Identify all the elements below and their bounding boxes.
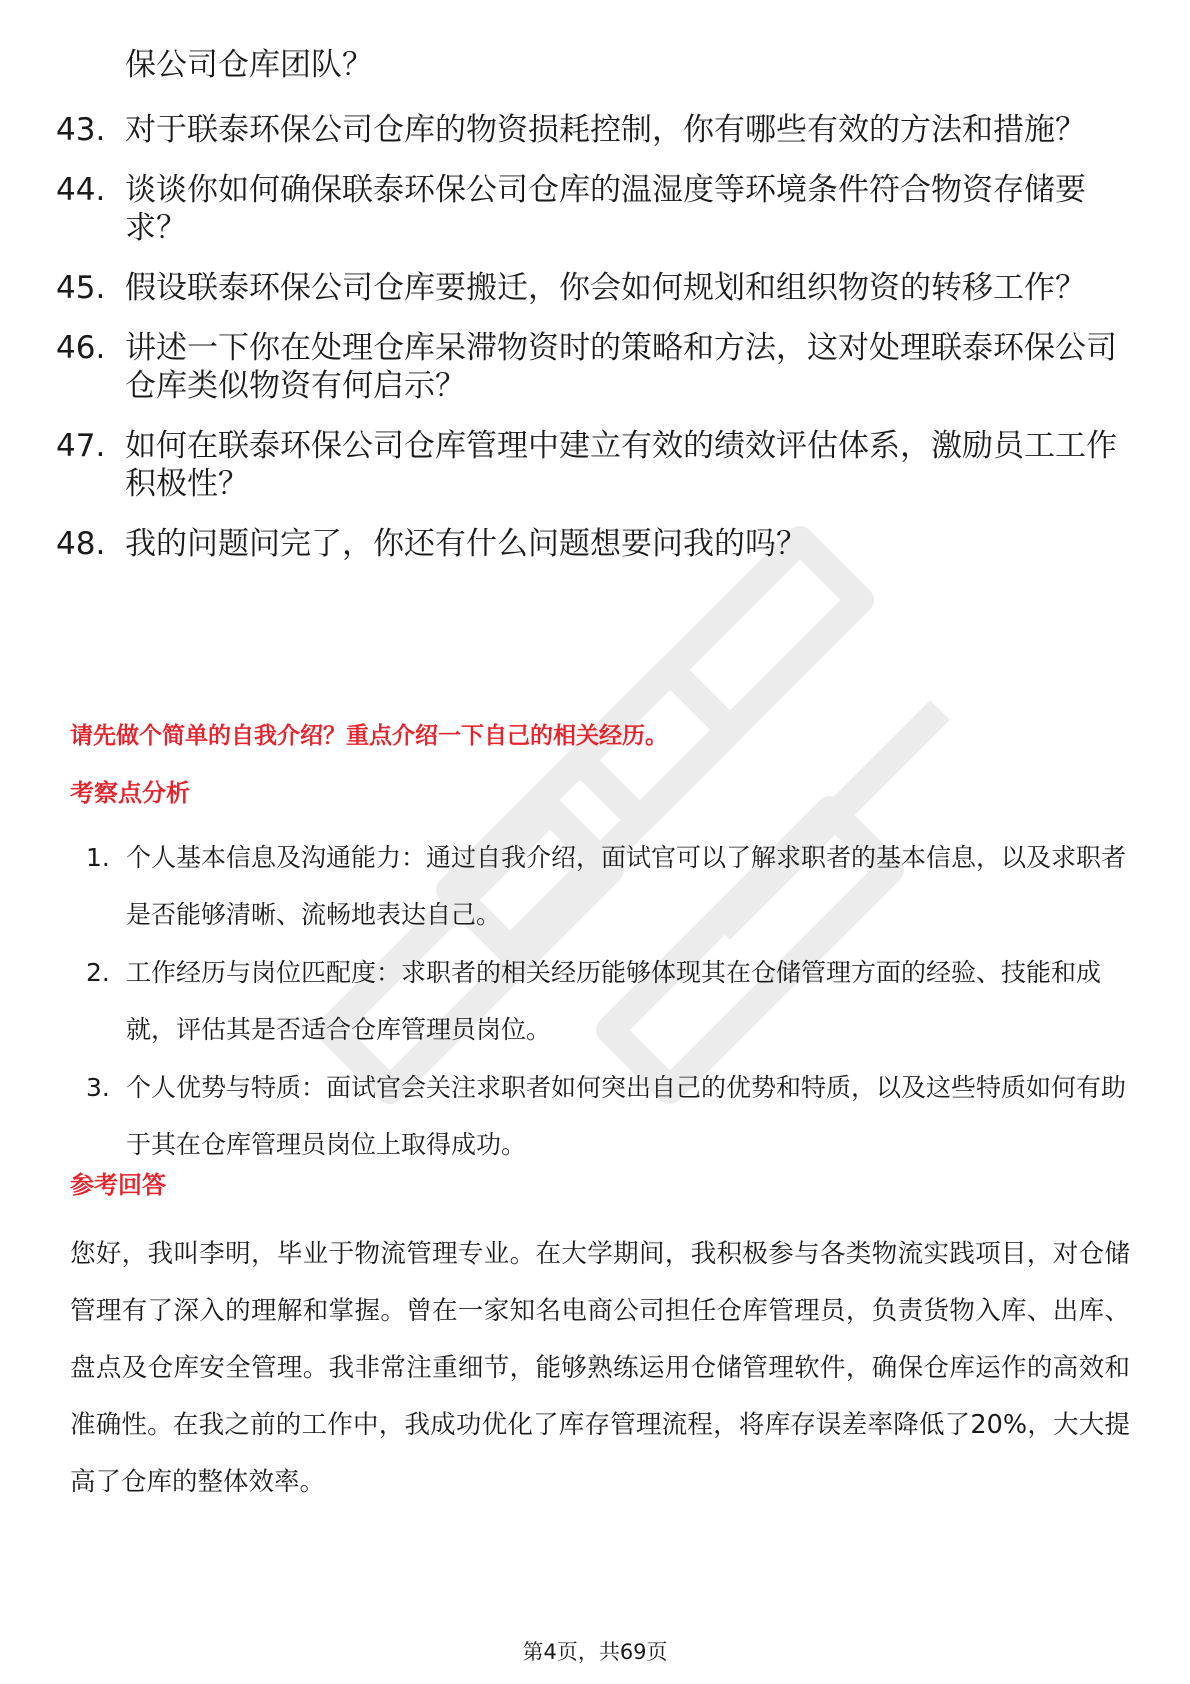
point-text: 个人基本信息及沟通能力：通过自我介绍，面试官可以了解求职者的基本信息，以及求职者是否能够清晰、流畅地表达自己。 bbox=[126, 843, 1127, 929]
question-item bbox=[56, 269, 1136, 307]
question-item bbox=[56, 525, 1136, 563]
question-text: 假设联泰环保公司仓库要搬迁，你会如何规划和组织物资的转移工作？ bbox=[125, 270, 1086, 306]
question-number: 45. bbox=[56, 270, 106, 306]
analysis-point bbox=[86, 829, 1136, 943]
question-number: 44. bbox=[56, 172, 106, 208]
question-text: 对于联泰环保公司仓库的物资损耗控制，你有哪些有效的方法和措施？ bbox=[125, 112, 1086, 148]
analysis-point bbox=[86, 944, 1136, 1058]
question-text: 讲述一下你在处理仓库呆滞物资时的策略和方法，这对处理联泰环保公司仓库类似物资有何启示？ bbox=[125, 330, 1117, 404]
question-item bbox=[56, 171, 1136, 247]
question-number: 48. bbox=[56, 526, 106, 562]
point-text: 个人优势与特质：面试官会关注求职者如何突出自己的优势和特质，以及这些特质如何有助于其在仓库管理员岗位上取得成功。 bbox=[126, 1073, 1127, 1159]
reference-answer-heading: 参考回答 bbox=[70, 1171, 166, 1199]
point-number: 2. bbox=[86, 958, 110, 987]
analysis-heading: 考察点分析 bbox=[70, 779, 190, 807]
reference-answer-text: 您好，我叫李明，毕业于物流管理专业。在大学期间，我积极参与各类物流实践项目，对仓储管理有了深入的理解和掌握。曾在一家知名电商公司担任仓库管理员，负责货物入库、出库、盘点及仓库安全管理。我非常注重细节，能够熟练运用仓储管理软件，确保仓库运作的高效和准确性。在我之前的工作中，我成功优化了库存管理流程，将库存误差率降低了20%，大大提高了仓库的整体效率。 bbox=[70, 1239, 1130, 1497]
point-number: 1. bbox=[86, 843, 110, 872]
analysis-point bbox=[86, 1059, 1136, 1173]
question-text: 如何在联泰环保公司仓库管理中建立有效的绩效评估体系，激励员工工作积极性？ bbox=[125, 428, 1117, 502]
question-item bbox=[56, 111, 1136, 149]
point-number: 3. bbox=[86, 1073, 110, 1102]
featured-question-heading: 请先做个简单的自我介绍？重点介绍一下自己的相关经历。 bbox=[70, 723, 668, 749]
question-number: 46. bbox=[56, 330, 106, 366]
question-text: 我的问题问完了，你还有什么问题想要问我的吗？ bbox=[125, 526, 807, 562]
question-number: 43. bbox=[56, 112, 106, 148]
question-number: 47. bbox=[56, 428, 106, 464]
question-list bbox=[56, 46, 1136, 585]
question-42-continuation: 保公司仓库团队？ bbox=[125, 47, 373, 83]
page-number-footer: 第4页，共69页 bbox=[522, 1640, 668, 1664]
question-item bbox=[56, 427, 1136, 503]
analysis-points-list bbox=[86, 829, 1136, 1174]
point-text: 工作经历与岗位匹配度：求职者的相关经历能够体现其在仓储管理方面的经验、技能和成就，评估其是否适合仓库管理员岗位。 bbox=[126, 958, 1102, 1044]
question-item bbox=[56, 329, 1136, 405]
question-text: 谈谈你如何确保联泰环保公司仓库的温湿度等环境条件符合物资存储要求？ bbox=[125, 172, 1086, 246]
